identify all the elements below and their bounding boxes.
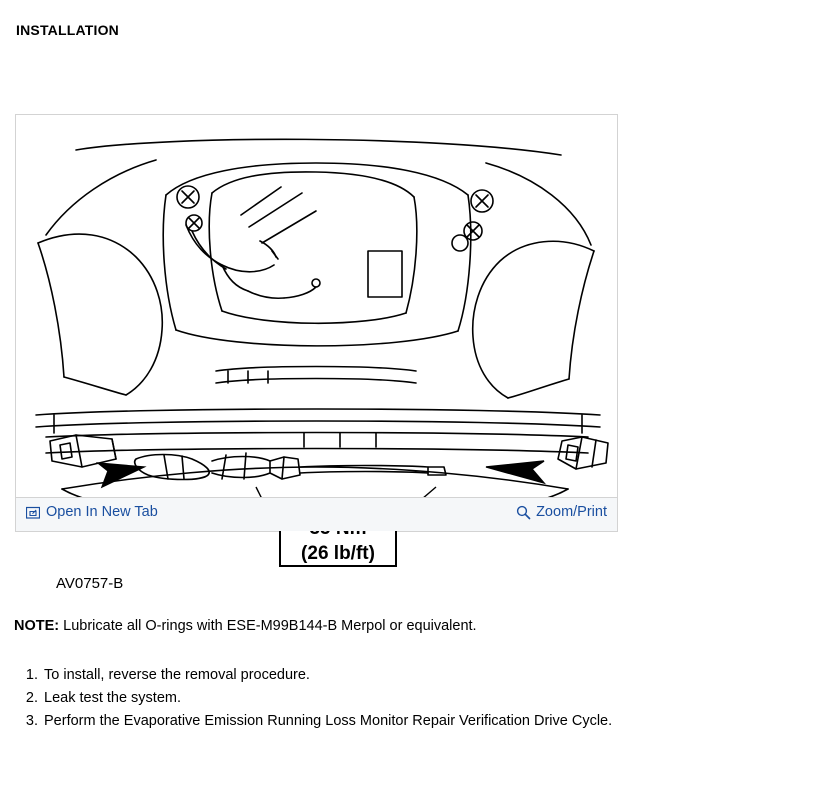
vehicle-underbody-diagram (16, 115, 617, 497)
zoom-print-button[interactable] (516, 504, 607, 520)
figure-caption: AV0757-B (56, 575, 124, 592)
open-in-new-tab-button[interactable] (26, 504, 158, 520)
magnifier-icon (516, 505, 531, 520)
torque-imperial: (26 lb/ft) (301, 543, 375, 564)
figure-container (15, 114, 618, 592)
open-in-new-tab-label: Open In New Tab (46, 504, 158, 520)
page-title: INSTALLATION (16, 22, 119, 38)
figure-illustration (16, 115, 617, 497)
note-text: Lubricate all O-rings with ESE-M99B144-B Merpol or equivalent. (59, 618, 477, 634)
list-item: 2. Leak test the system. (42, 687, 612, 710)
list-item: 3. Perform the Evaporative Emission Running Loss Monitor Repair Verification Drive Cycle. (42, 710, 612, 733)
note-paragraph (14, 618, 477, 634)
callout-arrow-right (486, 461, 544, 483)
zoom-print-label: Zoom/Print (536, 504, 607, 520)
new-tab-icon (26, 506, 40, 519)
list-item: 1. To install, reverse the removal procedure. (42, 664, 612, 687)
callout-arrow-left (98, 463, 144, 487)
note-label: NOTE: (14, 618, 60, 634)
installation-steps-list (14, 664, 612, 733)
figure-toolbar (16, 497, 617, 531)
